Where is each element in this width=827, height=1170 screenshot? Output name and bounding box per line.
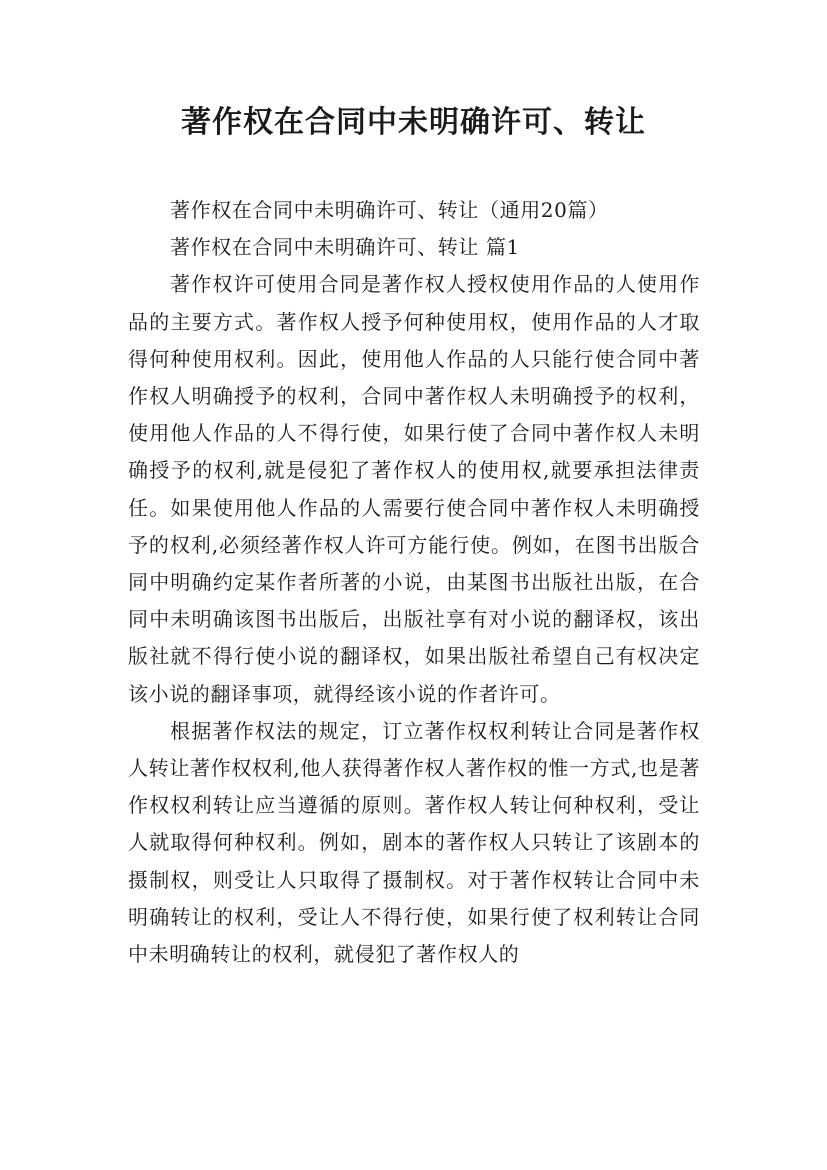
section-heading: 著作权在合同中未明确许可、转让 篇1 [170,235,520,260]
document-title: 著作权在合同中未明确许可、转让 [181,105,646,140]
document-subtitle: 著作权在合同中未明确许可、转让（通用20篇） [170,198,609,222]
document-body [128,192,700,973]
paragraph-1: 著作权许可使用合同是著作权人授权使用作品的人使用作品的主要方式。著作权人授予何种使用权，使用作品的人才取得何种使用权利。因此，使用他人作品的人只能行使合同中著作权人明确授予的权利，合同中著作权人未明确授予的权利，使用他人作品的人不得行使，如果行使了合同中著作权人未明确授予的权利,就是侵犯了著作权人的使用权,就要承担法律责任。如果使用他人作品的人需要行使合同中著作权人未明确授予的权利,必须经著作权人许可方能行使。例如，在图书出版合同中明确约定某作者所著的小说，由某图书出版社出版，在合同中未明确该图书出版后，出版社享有对小说的翻译权，该出版社就不得行使小说的翻译权，如果出版社希望自己有权决定该小说的翻译事项，就得经该小说的作者许可。 [128,272,700,706]
paragraph-2: 根据著作权法的规定，订立著作权权利转让合同是著作权人转让著作权权利,他人获得著作权人著作权的惟一方式,也是著作权权利转让应当遵循的原则。著作权人转让何种权利，受让人就取得何种权利。例如，剧本的著作权人只转让了该剧本的摄制权，则受让人只取得了摄制权。对于著作权转让合同中未明确转让的权利，受让人不得行使，如果行使了权利转让合同中未明确转让的权利，就侵犯了著作权人的 [128,718,700,967]
